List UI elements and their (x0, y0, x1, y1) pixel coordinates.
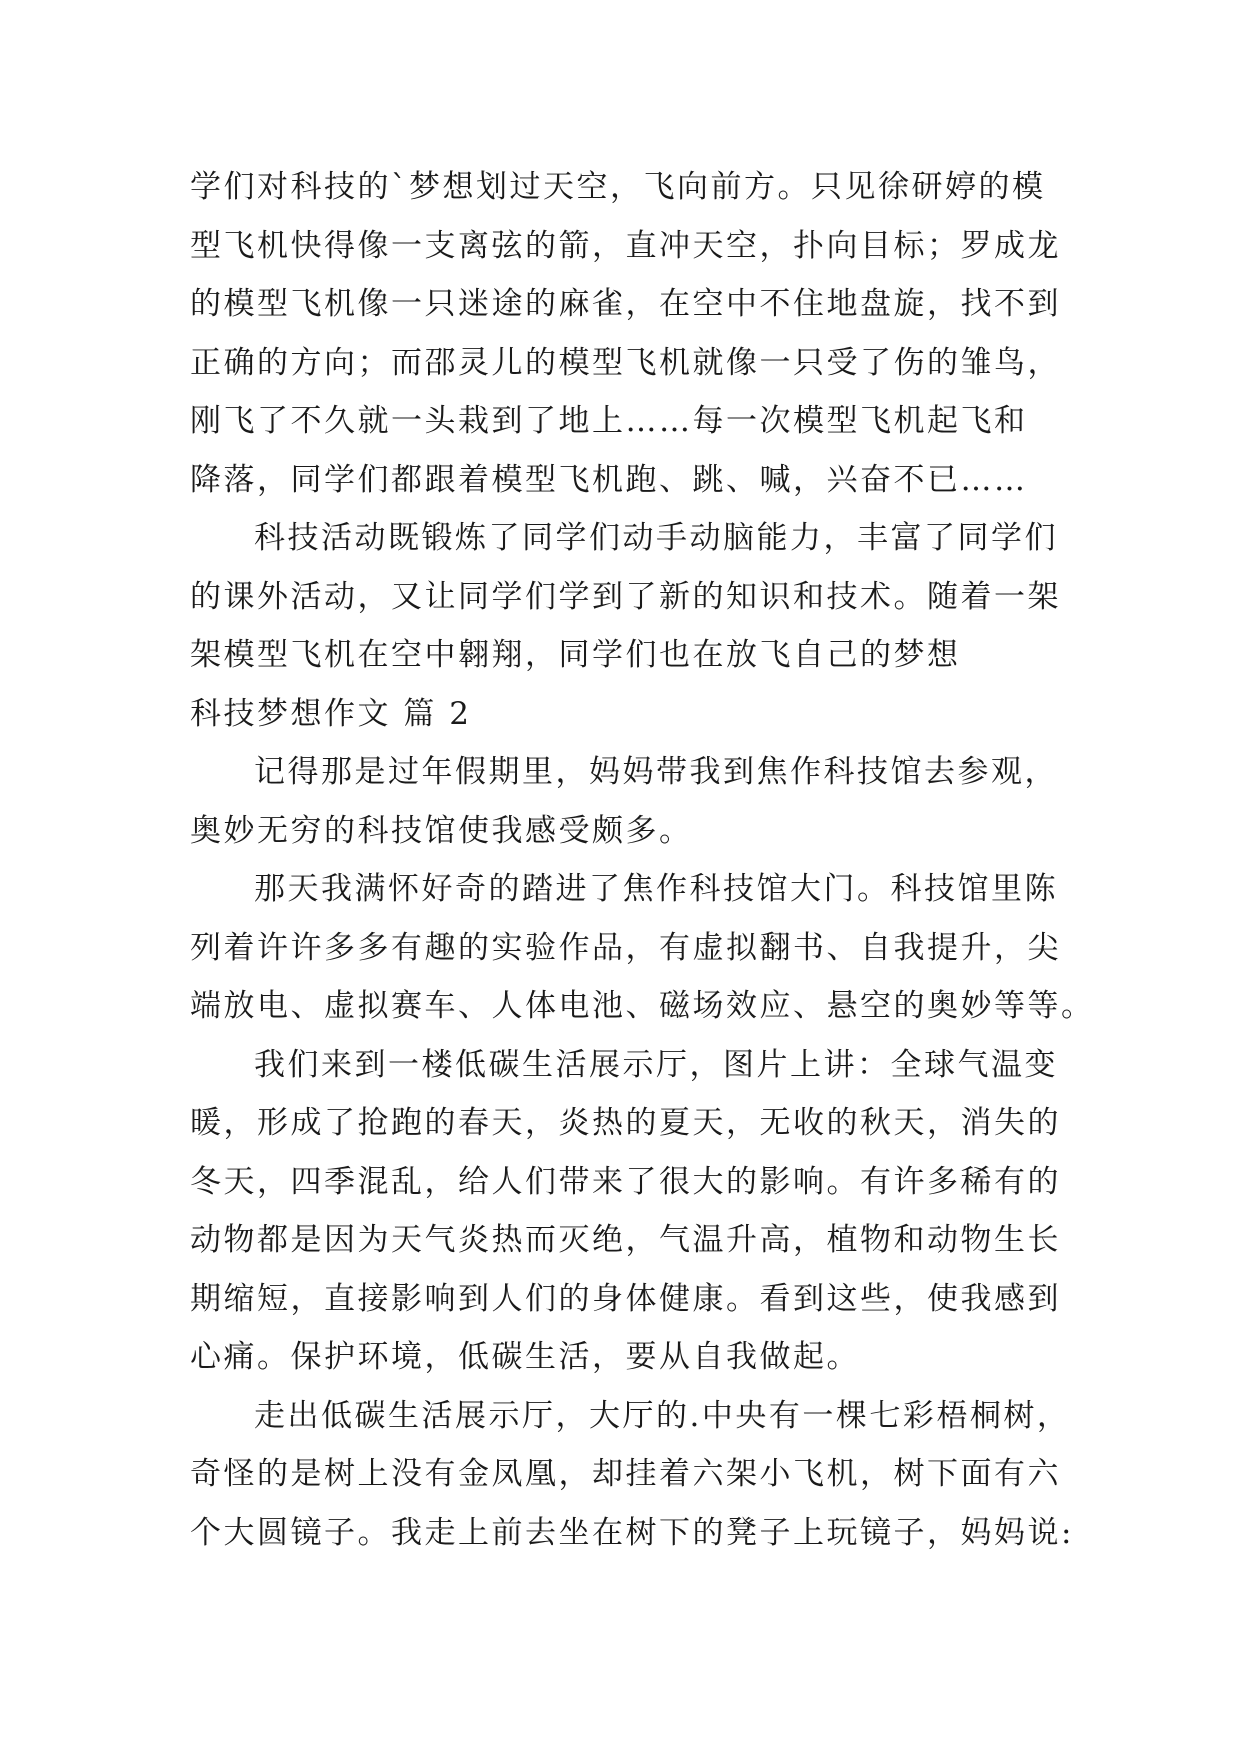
text-line: 学们对科技的`梦想划过天空，飞向前方。只见徐研婷的模 (190, 169, 1046, 205)
text-line: 动物都是因为天气炎热而灭绝，气温升高，植物和动物生长 (190, 1222, 1061, 1258)
text-line: 型飞机快得像一支离弦的箭，直冲天空，扑向目标；罗成龙 (190, 227, 1061, 264)
text-line: 奇怪的是树上没有金凤凰，却挂着六架小飞机，树下面有六 (190, 1456, 1061, 1492)
text-line: 奥妙无穷的科技馆使我感受颇多。 (190, 812, 693, 849)
paragraph-first-line: 那天我满怀好奇的踏进了焦作科技馆大门。科技馆里陈 (254, 871, 1058, 907)
paragraph-first-line: 记得那是过年假期里，妈妈带我到焦作科技馆去参观， (254, 754, 1058, 790)
text-line: 正确的方向；而邵灵儿的模型飞机就像一只受了伤的雏鸟， (190, 344, 1061, 381)
section-heading: 科技梦想作文 篇 2 (190, 695, 472, 732)
text-line: 降落，同学们都跟着模型飞机跑、跳、喊，兴奋不已…… (190, 461, 1028, 498)
text-line: 冬天，四季混乱，给人们带来了很大的影响。有许多稀有的 (190, 1163, 1061, 1200)
article-body (190, 158, 1095, 1562)
paragraph-first-line: 我们来到一楼低碳生活展示厅，图片上讲：全球气温变 (254, 1046, 1058, 1083)
text-line: 暖，形成了抢跑的春天，炎热的夏天，无收的秋天，消失的 (190, 1105, 1061, 1141)
text-line: 期缩短，直接影响到人们的身体健康。看到这些，使我感到 (190, 1280, 1061, 1317)
text-line: 的模型飞机像一只迷途的麻雀，在空中不住地盘旋，找不到 (190, 286, 1061, 322)
text-line: 的课外活动，又让同学们学到了新的知识和技术。随着一架 (190, 578, 1061, 615)
text-line: 架模型飞机在空中翱翔，同学们也在放飞自己的梦想 (190, 637, 961, 673)
text-line: 列着许许多多有趣的实验作品，有虚拟翻书、自我提升，尖 (190, 929, 1061, 966)
text-line: 个大圆镜子。我走上前去坐在树下的凳子上玩镜子，妈妈说: (190, 1514, 1074, 1551)
text-line: 刚飞了不久就一头栽到了地上……每一次模型飞机起飞和 (190, 403, 1028, 439)
text-line: 端放电、虚拟赛车、人体电池、磁场效应、悬空的奥妙等等。 (190, 988, 1095, 1024)
text-line: 心痛。保护环境，低碳生活，要从自我做起。 (190, 1339, 860, 1375)
paragraph-first-line: 走出低碳生活展示厅，大厅的.中央有一棵七彩梧桐树， (254, 1397, 1071, 1434)
paragraph-first-line: 科技活动既锻炼了同学们动手动脑能力，丰富了同学们 (254, 520, 1058, 556)
